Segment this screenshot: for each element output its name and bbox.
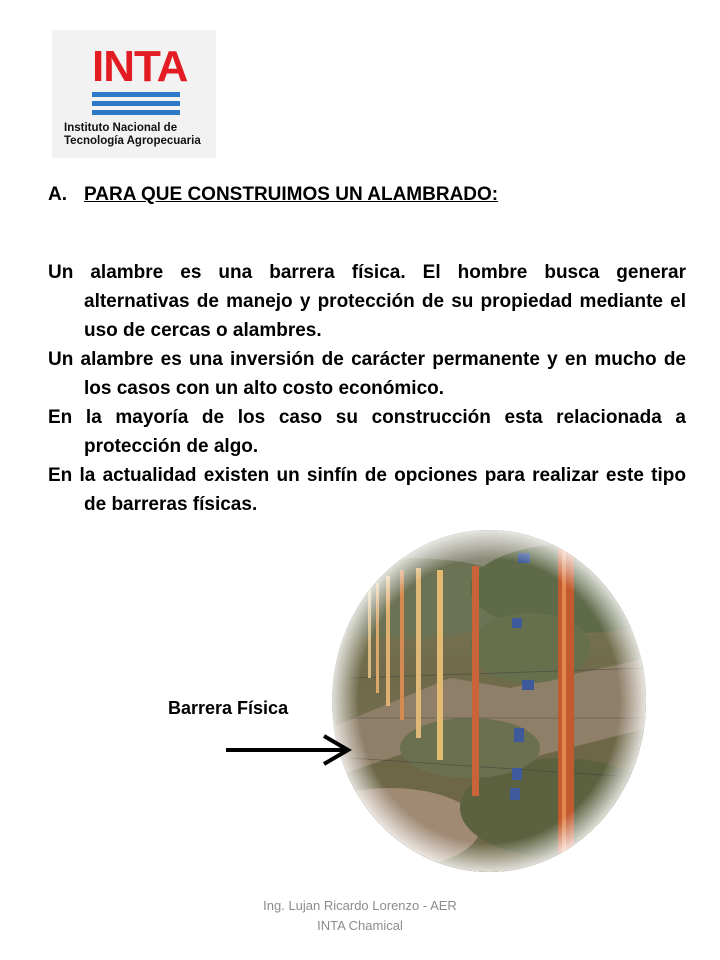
section-title: PARA QUE CONSTRUIMOS UN ALAMBRADO: bbox=[84, 184, 499, 205]
footer-author: Ing. Lujan Ricardo Lorenzo - AER bbox=[263, 898, 457, 913]
arrow-right-icon bbox=[224, 728, 354, 768]
logo-text-line2: Tecnología Agropecuaria bbox=[64, 135, 201, 147]
footer bbox=[200, 896, 520, 936]
paragraph: Un alambre es una inversión de carácter permanente y en mucho de los casos con un alto costo económico. bbox=[48, 349, 686, 399]
section-heading bbox=[48, 184, 498, 206]
inta-logo bbox=[52, 30, 216, 158]
figure-caption: Barrera Física bbox=[168, 698, 289, 718]
paragraph: Un alambre es una barrera física. El hombre busca generar alternativas de manejo y protección de su propiedad mediante el uso de cercas o alambres. bbox=[48, 262, 686, 341]
section-number: A. bbox=[48, 184, 67, 205]
logo-stripe bbox=[92, 92, 180, 97]
logo-stripe bbox=[92, 101, 180, 106]
paragraph: En la mayoría de los caso su construcción esta relacionada a protección de algo. bbox=[48, 407, 686, 457]
logo-text-line1: Instituto Nacional de bbox=[64, 122, 178, 134]
paragraph: En la actualidad existen un sinfín de opciones para realizar este tipo de barreras físicas. bbox=[48, 465, 686, 515]
fence-posts-photo bbox=[330, 528, 648, 874]
logo-brand: INTA bbox=[92, 42, 188, 91]
footer-organization: INTA Chamical bbox=[317, 918, 403, 933]
logo-stripe bbox=[92, 110, 180, 115]
